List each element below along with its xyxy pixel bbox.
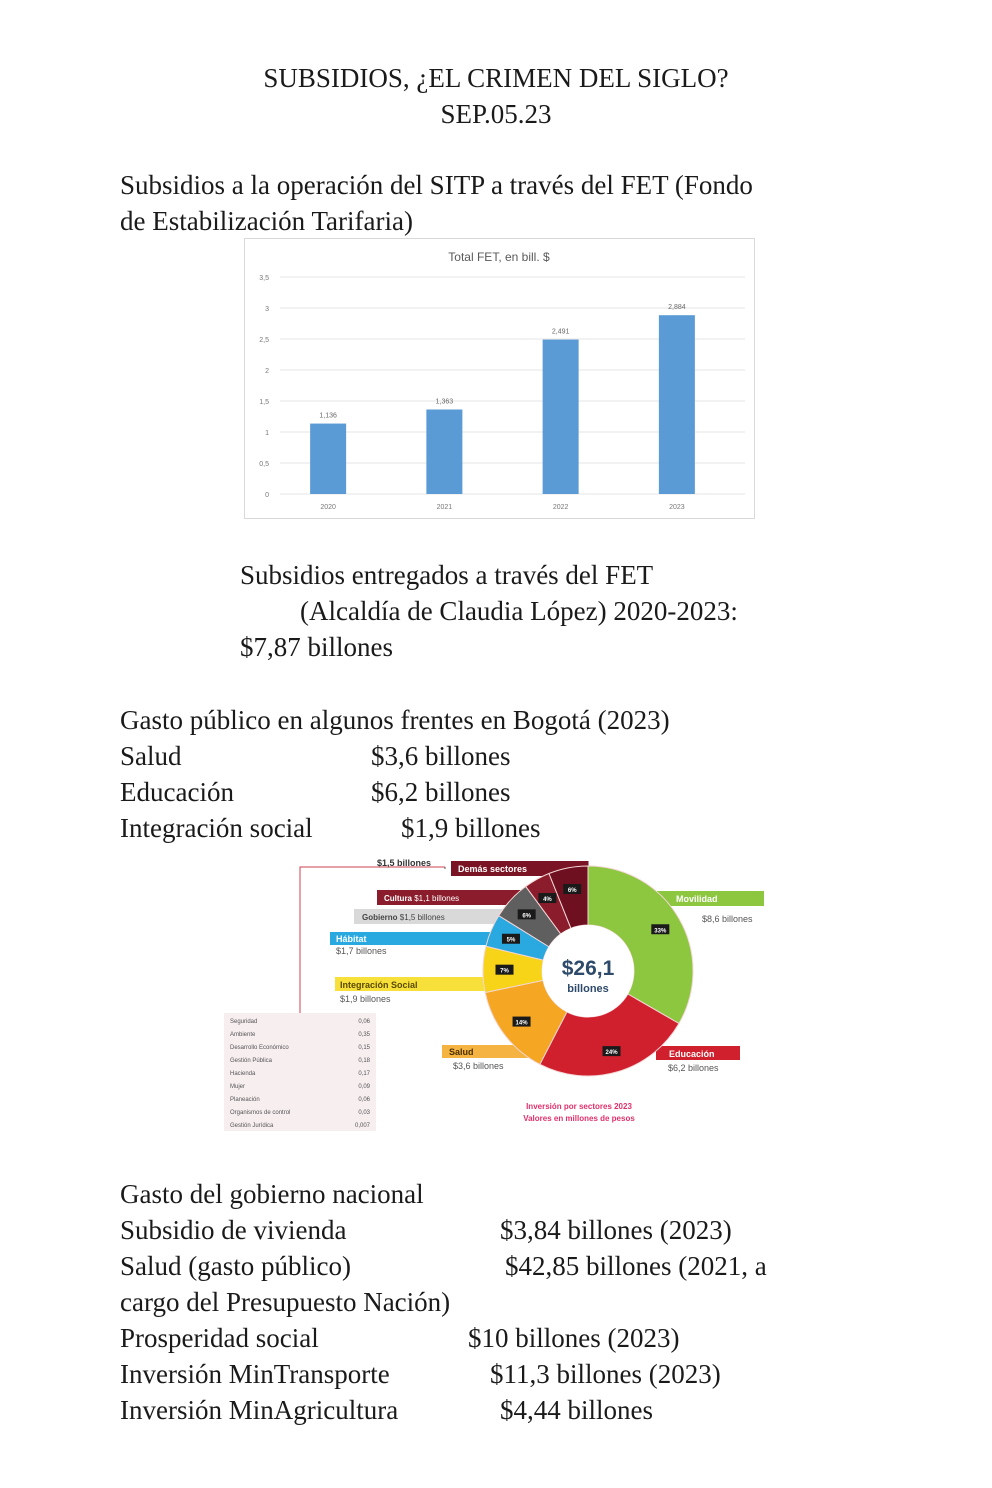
bar-value-label: 2,884 xyxy=(668,304,686,312)
donut-center-value: $26,1 xyxy=(561,957,615,980)
y-tick-label: 3,5 xyxy=(259,275,269,282)
bogota-item-value: $6,2 billones xyxy=(371,777,511,807)
bar xyxy=(543,340,579,494)
nacional-heading: Gasto del gobierno nacional xyxy=(120,1179,424,1209)
other-sector-name: Planeación xyxy=(230,1097,260,1103)
x-tick-label: 2022 xyxy=(552,504,569,511)
gobierno-label: Gobierno $1,5 billones xyxy=(362,913,445,922)
other-sector-value: 0,03 xyxy=(358,1110,370,1116)
nacional-item-value: $42,85 billones (2021, a xyxy=(505,1251,767,1281)
nacional-item-label: Inversión MinTransporte xyxy=(120,1359,390,1389)
movilidad-label: Movilidad xyxy=(676,894,718,904)
other-sector-name: Organismos de control xyxy=(230,1110,291,1116)
salud-label: Salud xyxy=(449,1047,474,1057)
bar xyxy=(310,424,346,494)
bogota-heading: Gasto público en algunos frentes en Bogotá (2023) xyxy=(120,705,670,735)
x-tick-label: 2021 xyxy=(436,504,453,511)
percent-label: 14% xyxy=(515,1020,528,1027)
other-sector-name: Hacienda xyxy=(230,1071,256,1077)
nacional-item-value: $11,3 billones (2023) xyxy=(490,1359,721,1389)
nacional-item-value: $4,44 billones xyxy=(500,1395,653,1425)
movilidad-value: $8,6 billones xyxy=(702,914,753,924)
other-sector-value: 0,17 xyxy=(358,1071,370,1077)
bar-value-label: 1,363 xyxy=(435,398,454,406)
salud-value: $3,6 billones xyxy=(453,1061,504,1071)
percent-label: 4% xyxy=(543,897,552,904)
other-sector-value: 0,15 xyxy=(358,1045,370,1051)
bogota-item-label: Educación xyxy=(120,777,234,807)
donut-caption-subtitle: Valores en millones de pesos xyxy=(523,1114,635,1123)
donut-center-unit: billones xyxy=(567,983,609,995)
y-tick-label: 2 xyxy=(265,368,269,375)
other-sector-value: 0,007 xyxy=(354,1123,370,1129)
other-sector-name: Gestión Jurídica xyxy=(230,1123,274,1129)
percent-label: 33% xyxy=(654,928,667,935)
nacional-item-value: $3,84 billones (2023) xyxy=(500,1215,732,1245)
bar-value-label: 2,491 xyxy=(551,328,570,336)
fet-summary-line1: Subsidios entregados a través del FET xyxy=(240,560,654,590)
integracion-label: Integración Social xyxy=(340,980,418,990)
nacional-item-continuation: cargo del Presupuesto Nación) xyxy=(120,1287,451,1317)
other-sector-value: 0,18 xyxy=(358,1058,370,1064)
section-fet-heading-line1: Subsidios a la operación del SITP a través del FET (Fondo xyxy=(120,170,753,200)
habitat-label: Hábitat xyxy=(336,934,367,944)
document-title: SUBSIDIOS, ¿EL CRIMEN DEL SIGLO? xyxy=(263,63,729,93)
percent-label: 6% xyxy=(522,913,531,920)
educacion-value: $6,2 billones xyxy=(668,1063,719,1073)
bar-value-label: 1,136 xyxy=(319,412,337,420)
y-tick-label: 0,5 xyxy=(259,461,269,468)
nacional-item-label: Prosperidad social xyxy=(120,1323,319,1353)
percent-label: 6% xyxy=(567,888,577,895)
bar xyxy=(426,409,462,494)
fet-bar-chart xyxy=(244,238,755,519)
y-tick-label: 0 xyxy=(265,492,269,499)
y-tick-label: 2,5 xyxy=(259,337,269,344)
other-sector-name: Gestión Pública xyxy=(230,1058,273,1064)
cultura-label: Cultura $1,1 billones xyxy=(384,894,460,903)
document-date: SEP.05.23 xyxy=(440,99,552,129)
habitat-value: $1,7 billones xyxy=(336,946,387,956)
other-sector-value: 0,06 xyxy=(358,1019,370,1025)
bogota-item-value: $3,6 billones xyxy=(371,741,511,771)
x-tick-label: 2020 xyxy=(320,504,336,511)
fet-summary-total: $7,87 billones xyxy=(240,632,393,662)
nacional-item-value: $10 billones (2023) xyxy=(468,1323,680,1353)
section-fet-heading-line2: de Estabilización Tarifaria) xyxy=(120,206,413,236)
percent-label: 24% xyxy=(605,1050,618,1057)
other-sector-name: Mujer xyxy=(230,1084,246,1090)
demas-value-label: $1,5 billones xyxy=(377,858,432,868)
y-tick-label: 1,5 xyxy=(259,399,269,406)
x-tick-label: 2023 xyxy=(669,504,685,511)
other-sector-value: 0,06 xyxy=(358,1097,370,1103)
y-tick-label: 3 xyxy=(265,306,269,313)
donut-chart-svg xyxy=(220,855,780,1135)
nacional-item-label: Salud (gasto público) xyxy=(120,1251,351,1281)
other-sector-name: Ambiente xyxy=(230,1032,256,1038)
bogota-item-value: $1,9 billones xyxy=(401,813,541,843)
demas-label: Demás sectores xyxy=(458,864,528,874)
educacion-label: Educación xyxy=(669,1049,715,1059)
bogota-item-label: Salud xyxy=(120,741,182,771)
nacional-item-label: Subsidio de vivienda xyxy=(120,1215,347,1245)
other-sector-value: 0,35 xyxy=(358,1032,370,1038)
bar-chart-title: Total FET, en bill. $ xyxy=(448,250,550,264)
sector-investment-donut-chart xyxy=(220,855,780,1135)
percent-label: 5% xyxy=(506,937,516,944)
fet-summary-line2: (Alcaldía de Claudia López) 2020-2023: xyxy=(300,596,738,626)
nacional-item-label: Inversión MinAgricultura xyxy=(120,1395,399,1425)
donut-caption-title: Inversión por sectores 2023 xyxy=(526,1102,632,1111)
integracion-value: $1,9 billones xyxy=(340,994,391,1004)
other-sector-value: 0,09 xyxy=(358,1084,370,1090)
fet-bar-chart-svg xyxy=(245,239,754,518)
y-tick-label: 1 xyxy=(265,430,269,437)
other-sector-name: Desarrollo Económico xyxy=(230,1045,289,1051)
bogota-item-label: Integración social xyxy=(120,813,313,843)
percent-label: 7% xyxy=(500,968,509,975)
bar xyxy=(659,315,695,494)
other-sector-name: Seguridad xyxy=(230,1019,258,1025)
